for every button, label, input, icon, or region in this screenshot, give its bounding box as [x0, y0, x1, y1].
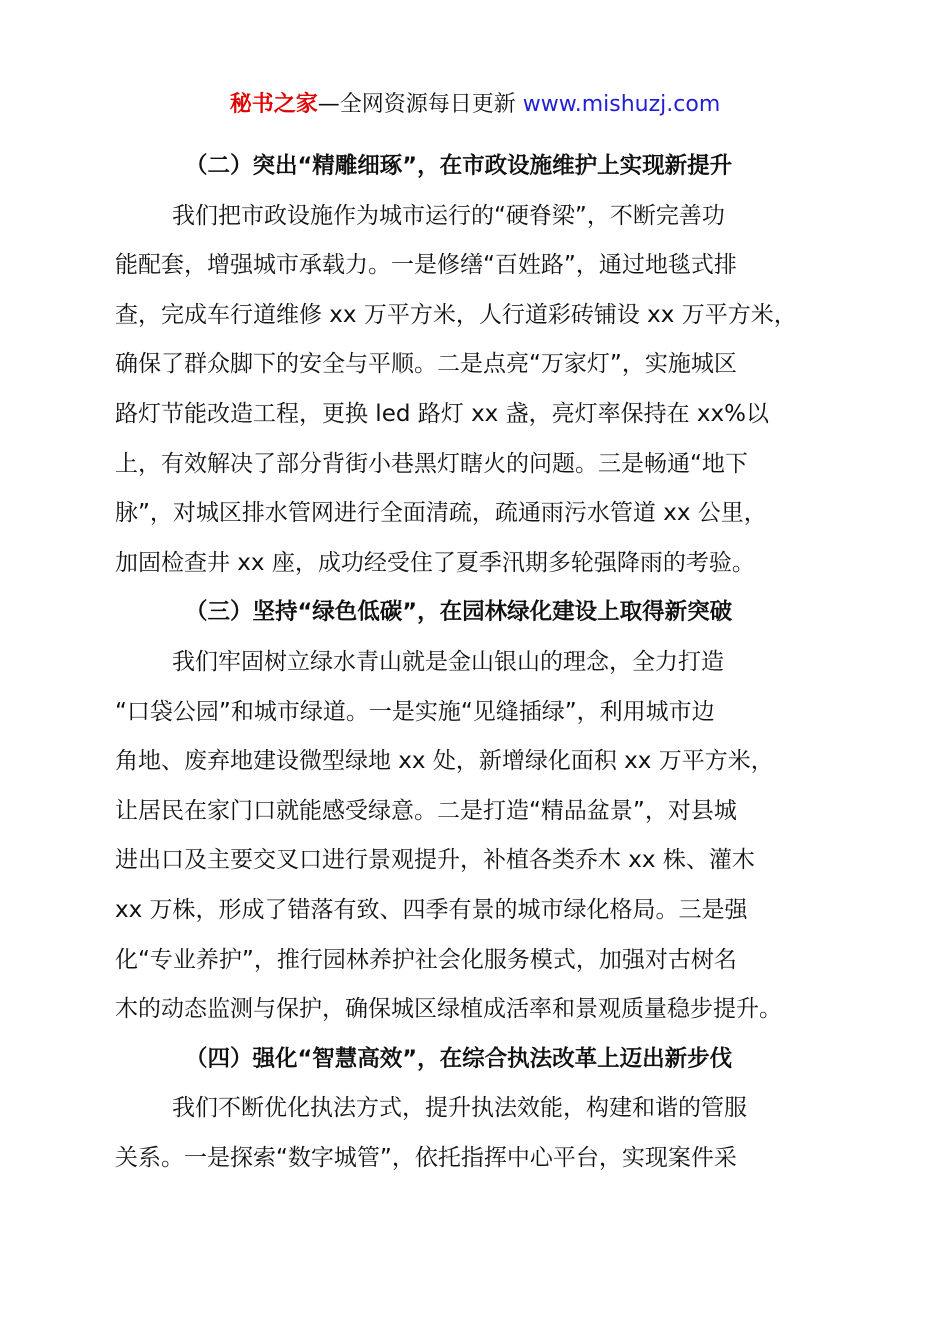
section-heading-2: （二）突出“精雕细琢”，在市政设施维护上实现新提升 — [185, 153, 733, 179]
header-url-link[interactable]: www.mishuzj.com — [522, 92, 721, 117]
text-line: 脉”，对城区排水管网进行全面清疏，疏通雨污水管道 xx 公里， — [115, 500, 767, 527]
header-brand: 秘书之家 — [229, 92, 318, 117]
text-line: 路灯节能改造工程，更换 led 路灯 xx 盏，亮灯率保持在 xx%以 — [115, 400, 769, 427]
text-line: 加固检查井 xx 座，成功经受住了夏季汛期多轮强降雨的考验。 — [115, 549, 755, 576]
text-line: 上，有效解决了部分背街小巷黑灯瞎火的问题。三是畅通“地下 — [115, 450, 748, 477]
text-line: 能配套，增强城市承载力。一是修缮“百姓路”，通过地毯式排 — [115, 252, 737, 279]
text-line: “口袋公园”和城市绿道。一是实施“见缝插绿”，利用城市边 — [115, 698, 715, 725]
text-line: 确保了群众脚下的安全与平顺。二是点亮“万家灯”，实施城区 — [115, 351, 737, 378]
text-line: 让居民在家门口就能感受绿意。二是打造“精品盆景”，对县城 — [115, 797, 737, 824]
text-line: 木的动态监测与保护，确保城区绿植成活率和景观质量稳步提升。 — [115, 996, 782, 1023]
header-tagline: —全网资源每日更新 — [317, 92, 523, 117]
text-line: 化“专业养护”，推行园林养护社会化服务模式，加强对古树名 — [115, 946, 737, 973]
text-line: xx 万株，形成了错落有致、四季有景的城市绿化格局。三是强 — [115, 896, 748, 923]
text-line: 角地、废弃地建设微型绿地 xx 处，新增绿化面积 xx 万平方米， — [115, 748, 774, 775]
text-line: 关系。一是探索“数字城管”，依托指挥中心平台，实现案件采 — [115, 1144, 737, 1171]
text-line: 查，完成车行道维修 xx 万平方米，人行道彩砖铺设 xx 万平方米， — [115, 301, 797, 328]
page-header — [0, 88, 950, 122]
section-heading-4: （四）强化“智慧高效”，在综合执法改革上迈出新步伐 — [185, 1045, 733, 1072]
text-line: 我们把市政设施作为城市运行的“硬脊梁”，不断完善功 — [172, 202, 725, 229]
text-line: 进出口及主要交叉口进行景观提升，补植各类乔木 xx 株、灌木 — [115, 847, 755, 874]
text-line: 我们不断优化执法方式，提升执法效能，构建和谐的管服 — [172, 1095, 747, 1122]
document-body — [115, 142, 845, 1183]
section-heading-3: （三）坚持“绿色低碳”，在园林绿化建设上取得新突破 — [185, 599, 733, 626]
text-line: 我们牢固树立绿水青山就是金山银山的理念，全力打造 — [172, 648, 724, 675]
